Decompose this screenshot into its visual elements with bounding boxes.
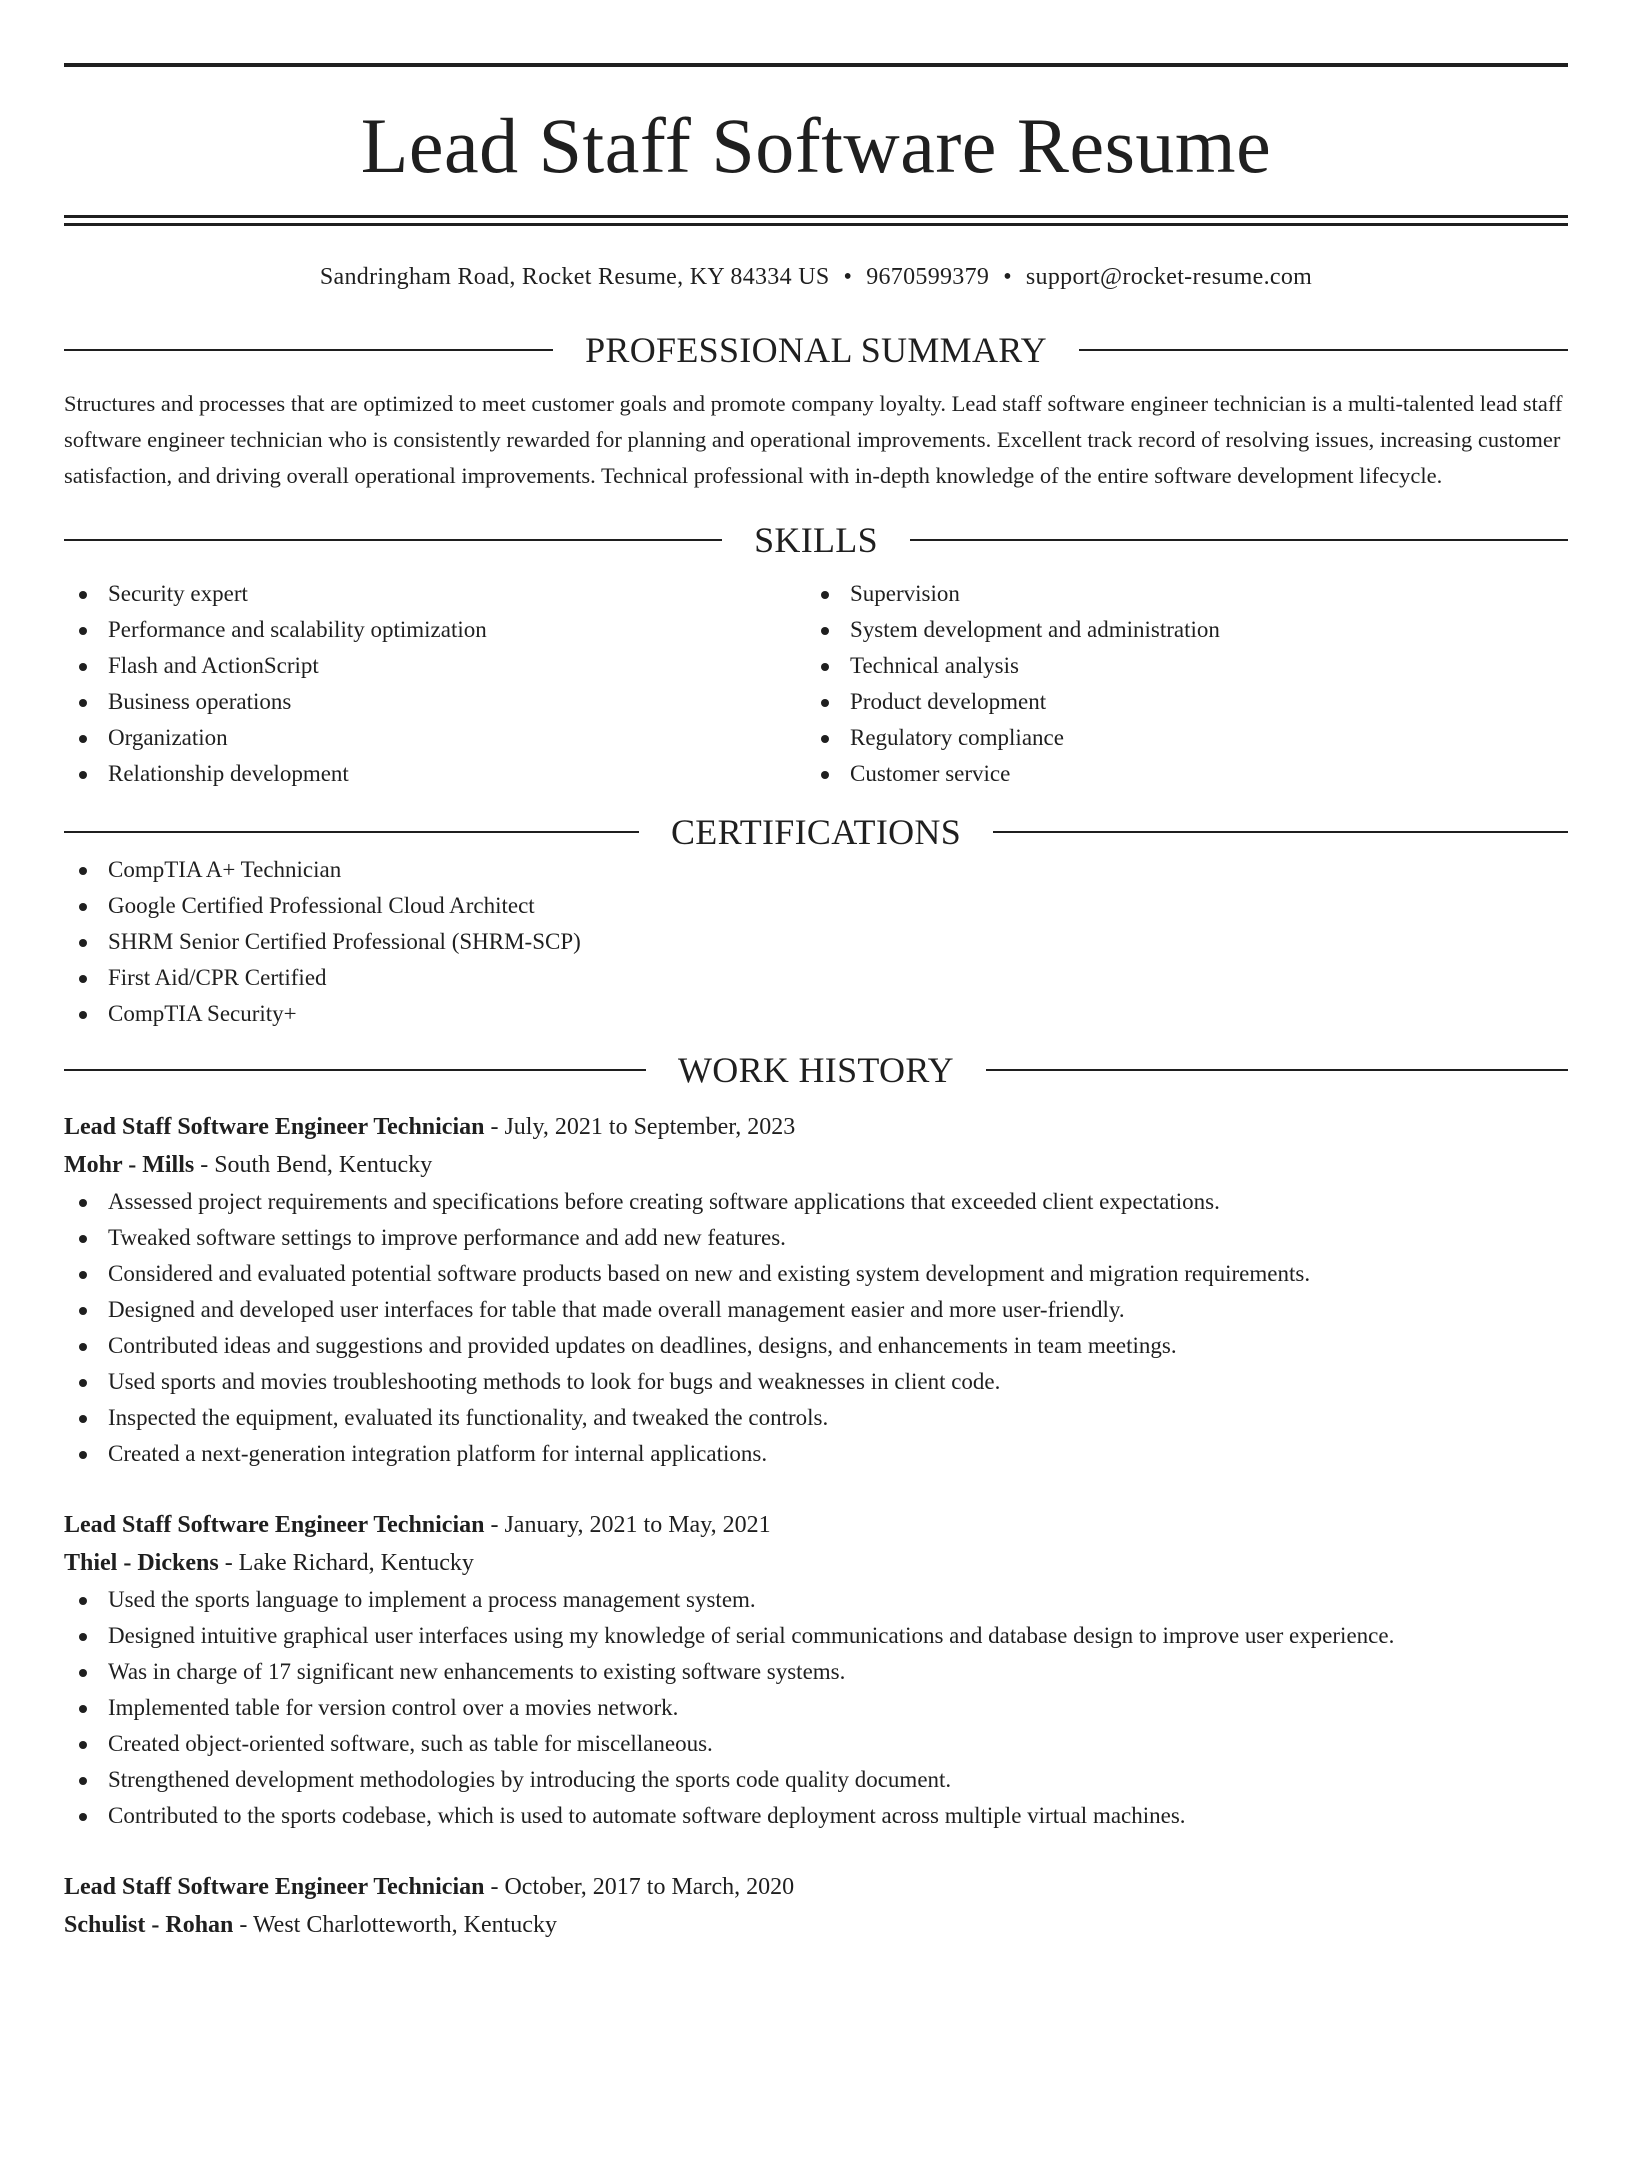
contact-email: support@rocket-resume.com [1025,264,1313,290]
heading-rule-left [64,349,553,351]
job-bullet: Designed intuitive graphical user interfaces using my knowledge of serial communications and database design to improve user experience. [64,1618,1568,1654]
skills-list-left [64,576,806,792]
resume-page [0,63,1632,2175]
job-entry [64,1506,1568,1834]
work-history-heading [64,1050,1568,1090]
heading-rule-left [64,539,722,541]
skill-item: Flash and ActionScript [64,648,806,684]
summary-heading [64,330,1568,370]
heading-rule-left [64,831,639,833]
job-title: Lead Staff Software Engineer Technician [64,1114,485,1140]
job-bullet: Implemented table for version control over a movies network. [64,1690,1568,1726]
skills-list-right [806,576,1548,792]
skill-item: Security expert [64,576,806,612]
skill-item: Regulatory compliance [806,720,1548,756]
job-bullets [64,1582,1568,1834]
job-bullet: Created object-oriented software, such as table for miscellaneous. [64,1726,1568,1762]
certifications-heading [64,812,1568,852]
contact-address: Sandringham Road, Rocket Resume, KY 84334 US [319,264,830,290]
skill-item: Business operations [64,684,806,720]
certification-item: First Aid/CPR Certified [64,960,1568,996]
job-bullet: Considered and evaluated potential software products based on new and existing system development and migration requirements. [64,1256,1568,1292]
certification-item: Google Certified Professional Cloud Architect [64,888,1568,924]
summary-text: Structures and processes that are optimized to meet customer goals and promote company loyalty. Lead staff software engineer technician is a multi-talented lead staff software engineer technician who is consistently rewarded for planning and operational improvements. Excellent track record of resolving issues, increasing customer satisfaction, and driving overall operational improvements. Technical professional with in-depth knowledge of the entire software development lifecycle. [64,391,1563,488]
job-company: Schulist - Rohan [64,1912,234,1938]
title-double-rule [64,215,1568,226]
job-title-line [64,1506,1568,1544]
skill-item: Relationship development [64,756,806,792]
job-bullet: Assessed project requirements and specifications before creating software applications that exceeded client expectations. [64,1184,1568,1220]
job-bullet: Strengthened development methodologies by introducing the sports code quality document. [64,1762,1568,1798]
certification-item: CompTIA A+ Technician [64,852,1568,888]
top-rule [64,63,1568,67]
certification-item: CompTIA Security+ [64,996,1568,1032]
skills-heading-label: SKILLS [754,520,878,560]
job-company-line [64,1146,1568,1184]
job-dates: - January, 2021 to May, 2021 [490,1512,771,1538]
job-bullet: Was in charge of 17 significant new enhancements to existing software systems. [64,1654,1568,1690]
job-entry [64,1868,1568,1944]
job-dates: - October, 2017 to March, 2020 [490,1874,795,1900]
heading-rule-right [1079,349,1568,351]
job-location: - South Bend, Kentucky [200,1152,433,1178]
skill-item: Organization [64,720,806,756]
job-bullet: Contributed ideas and suggestions and provided updates on deadlines, designs, and enhancements in team meetings. [64,1328,1568,1364]
certification-item: SHRM Senior Certified Professional (SHRM-SCP) [64,924,1568,960]
certifications-heading-label: CERTIFICATIONS [670,812,962,852]
heading-rule-right [910,539,1568,541]
job-title: Lead Staff Software Engineer Technician [64,1874,485,1900]
contact-phone: 9670599379 [866,264,990,290]
skill-item: Technical analysis [806,648,1548,684]
skill-item: Product development [806,684,1548,720]
job-company: Thiel - Dickens [64,1550,219,1576]
job-entry [64,1108,1568,1472]
job-title-line [64,1108,1568,1146]
job-title-line [64,1868,1568,1906]
job-company-line [64,1906,1568,1944]
skill-item: System development and administration [806,612,1548,648]
job-bullet: Used the sports language to implement a process management system. [64,1582,1568,1618]
job-dates: - July, 2021 to September, 2023 [490,1114,796,1140]
skills-grid [64,576,1568,792]
skill-item: Supervision [806,576,1548,612]
job-location: - Lake Richard, Kentucky [224,1550,474,1576]
work-history-list [64,1108,1568,1944]
contact-line [64,262,1568,292]
job-company-line [64,1544,1568,1582]
page-title: Lead Staff Software Resume [360,102,1272,189]
skills-heading [64,520,1568,560]
job-location: - West Charlotteworth, Kentucky [239,1912,557,1938]
contact-separator: • [843,264,853,290]
contact-separator: • [1003,264,1012,290]
heading-rule-right [986,1069,1568,1071]
summary-heading-label: PROFESSIONAL SUMMARY [585,330,1047,370]
job-bullet: Inspected the equipment, evaluated its functionality, and tweaked the controls. [64,1400,1568,1436]
job-title: Lead Staff Software Engineer Technician [64,1512,485,1538]
job-bullet: Designed and developed user interfaces for table that made overall management easier and more user-friendly. [64,1292,1568,1328]
job-company: Mohr - Mills [64,1152,195,1178]
job-bullet: Tweaked software settings to improve performance and add new features. [64,1220,1568,1256]
job-bullet: Created a next-generation integration platform for internal applications. [64,1436,1568,1472]
certifications-list [64,852,1568,1032]
job-bullet: Used sports and movies troubleshooting methods to look for bugs and weaknesses in client code. [64,1364,1568,1400]
work-history-heading-label: WORK HISTORY [678,1050,954,1090]
heading-rule-left [64,1069,646,1071]
heading-rule-right [993,831,1568,833]
job-bullets [64,1184,1568,1472]
skill-item: Customer service [806,756,1548,792]
skill-item: Performance and scalability optimization [64,612,806,648]
job-bullet: Contributed to the sports codebase, which is used to automate software deployment across multiple virtual machines. [64,1798,1568,1834]
